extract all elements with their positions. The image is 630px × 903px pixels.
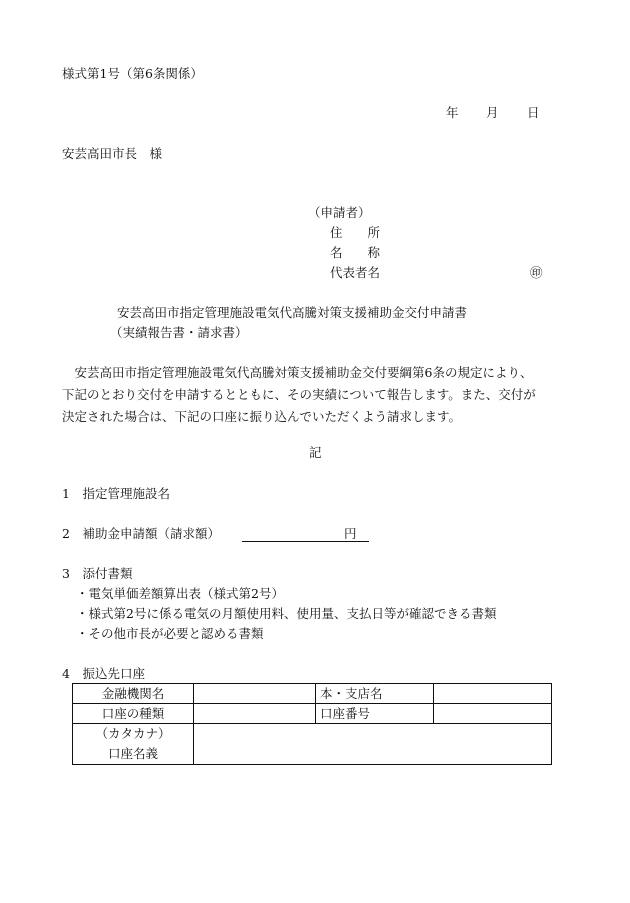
applicant-address-label: 住 所	[330, 225, 381, 240]
amount-underline-tail	[357, 527, 369, 542]
section-1-facility: 1 指定管理施設名	[62, 486, 170, 501]
body-paragraph	[62, 362, 582, 428]
table-row	[73, 724, 552, 765]
bank-name-label: 金融機関名	[73, 684, 194, 704]
doc-subtitle: （実績報告書・請求書）	[110, 325, 248, 340]
account-number-field[interactable]	[434, 704, 552, 724]
date-month: 月	[486, 105, 499, 120]
table-row	[73, 684, 552, 704]
amount-unit: 円	[344, 526, 357, 541]
applicant-heading: （申請者）	[308, 205, 371, 220]
doc-title: 安芸高田市指定管理施設電気代高騰対策支援補助金交付申請書	[117, 305, 468, 320]
section-4-account: 4 振込先口座	[62, 666, 145, 681]
bank-name-field[interactable]	[194, 684, 316, 704]
holder-kana-label: （カタカナ）	[95, 726, 171, 741]
addressee: 安芸高田市長 様	[62, 146, 163, 161]
section-3-attachments: 3 添付書類	[62, 566, 133, 581]
body-line: 決定された場合は、下記の口座に振り込んでいただくよう請求します。	[62, 409, 462, 424]
ki-heading: 記	[309, 445, 322, 460]
amount-underline	[242, 527, 344, 542]
branch-name-label: 本・支店名	[316, 684, 434, 704]
account-number-label: 口座番号	[316, 704, 434, 724]
holder-name-label: 口座名義	[107, 746, 158, 761]
attachment-item: ・その他市長が必要と認める書類	[76, 626, 264, 641]
table-row	[73, 704, 552, 724]
date-year: 年	[446, 105, 459, 120]
attachment-item: ・様式第2号に係る電気の月額使用料、使用量、支払日等が確認できる書類	[76, 606, 497, 621]
body-line: 安芸高田市指定管理施設電気代高騰対策支援補助金交付要綱第6条の規定により、	[62, 365, 533, 380]
bank-account-table	[72, 683, 552, 765]
form-number: 様式第1号（第6条関係）	[62, 66, 203, 81]
attachment-item: ・電気単価差額算出表（様式第2号）	[76, 586, 284, 601]
applicant-name-label: 名 称	[330, 245, 381, 260]
body-line: 下記のとおり交付を申請するとともに、その実績について報告します。また、交付が	[62, 387, 536, 402]
applicant-rep-label: 代表者名	[330, 265, 381, 280]
amount-field[interactable]	[242, 526, 369, 542]
account-holder-field[interactable]	[194, 724, 552, 765]
date-day: 日	[527, 105, 540, 120]
account-type-label: 口座の種類	[73, 704, 194, 724]
seal-mark: ㊞	[530, 265, 543, 280]
section-2-amount: 2 補助金申請額（請求額）	[62, 526, 220, 541]
branch-name-field[interactable]	[434, 684, 552, 704]
account-type-field[interactable]	[194, 704, 316, 724]
account-holder-label	[73, 724, 194, 765]
